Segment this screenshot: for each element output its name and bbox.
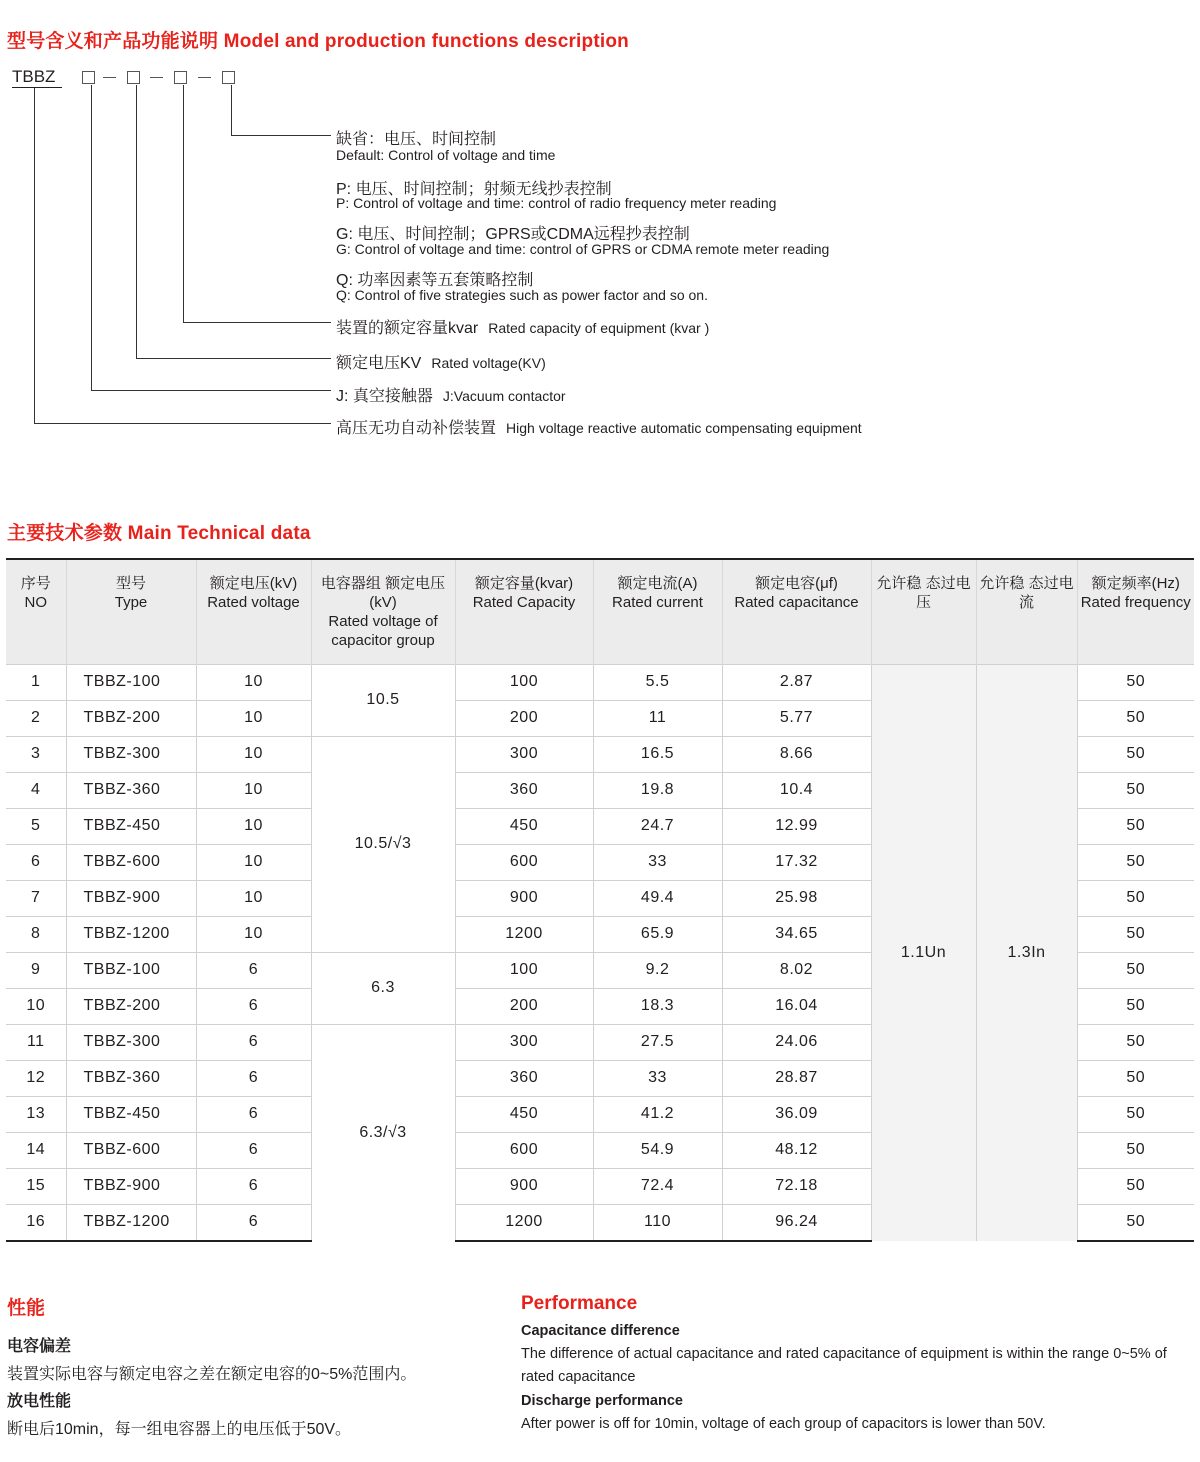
cell-current: 16.5 [593,736,722,772]
cell-current: 33 [593,1060,722,1096]
cell-voltage: 6 [196,1132,311,1168]
cell-current: 54.9 [593,1132,722,1168]
cell-current: 27.5 [593,1024,722,1060]
cell-capacity: 600 [455,1132,593,1168]
cell-type: TBBZ-900 [66,880,196,916]
desc-capacity-zh: 装置的额定容量kvar [336,320,479,337]
desc-capacity [336,315,709,338]
table-row [6,664,1194,700]
cell-voltage: 6 [196,1204,311,1241]
desc-default-zh: 缺省：电压、时间控制 [336,131,497,148]
header-rated-voltage: 额定电压(kV) Rated voltage [196,559,311,664]
desc-voltage [336,350,546,373]
cell-capacitance: 96.24 [722,1204,871,1241]
cell-frequency: 50 [1077,1096,1194,1132]
cell-no: 15 [6,1168,66,1204]
table-body [6,664,1194,1241]
desc-p-zh: P: 电压、时间控制；射频无线抄表控制 [336,181,612,198]
cell-frequency: 50 [1077,916,1194,952]
cell-frequency: 50 [1077,988,1194,1024]
cell-current: 24.7 [593,808,722,844]
cell-frequency: 50 [1077,664,1194,700]
cell-capacity: 1200 [455,916,593,952]
cell-no: 8 [6,916,66,952]
cell-capacitance: 25.98 [722,880,871,916]
model-dash-1 [103,77,116,78]
cell-capacitance: 28.87 [722,1060,871,1096]
cell-current: 11 [593,700,722,736]
cell-voltage: 10 [196,844,311,880]
cell-type: TBBZ-100 [66,952,196,988]
cell-capacity: 360 [455,772,593,808]
perf-en-cap-diff-title: Capacitance difference [521,1323,680,1339]
cell-capacitor-voltage: 10.5 [311,664,455,736]
cell-no: 16 [6,1204,66,1241]
cell-no: 12 [6,1060,66,1096]
cell-no: 11 [6,1024,66,1060]
cell-voltage: 10 [196,736,311,772]
cell-type: TBBZ-360 [66,1060,196,1096]
header-overvoltage: 允许稳 态过电压 [871,559,976,664]
cell-frequency: 50 [1077,1132,1194,1168]
cell-frequency: 50 [1077,844,1194,880]
model-box-1 [82,71,95,84]
cell-voltage: 10 [196,664,311,700]
bracket-line-4-h [231,135,331,136]
model-box-4 [222,71,235,84]
cell-capacitance: 17.32 [722,844,871,880]
cell-capacitance: 72.18 [722,1168,871,1204]
performance-zh-title: 性能 [7,1298,46,1319]
cell-capacitance: 5.77 [722,700,871,736]
cell-type: TBBZ-600 [66,1132,196,1168]
table-header-row [6,559,1194,664]
desc-equipment-en: High voltage reactive automatic compensating equipment [506,420,862,436]
desc-equipment-zh: 高压无功自动补偿装置 [336,420,497,437]
cell-type: TBBZ-200 [66,988,196,1024]
cell-capacity: 900 [455,1168,593,1204]
cell-capacity: 900 [455,880,593,916]
performance-en-title: Performance [521,1293,638,1314]
cell-voltage: 6 [196,1096,311,1132]
cell-capacitance: 36.09 [722,1096,871,1132]
cell-no: 7 [6,880,66,916]
cell-capacity: 200 [455,700,593,736]
cell-capacitance: 2.87 [722,664,871,700]
desc-equipment [336,415,862,438]
cell-voltage: 6 [196,988,311,1024]
cell-type: TBBZ-450 [66,1096,196,1132]
cell-capacitance: 24.06 [722,1024,871,1060]
model-box-2 [127,71,140,84]
header-rated-capacity: 额定容量(kvar) Rated Capacity [455,559,593,664]
cell-type: TBBZ-100 [66,664,196,700]
cell-current: 41.2 [593,1096,722,1132]
header-rated-current: 额定电流(A) Rated current [593,559,722,664]
cell-capacitor-voltage: 10.5/√3 [311,736,455,952]
bracket-line-3-v [183,85,184,322]
cell-capacity: 100 [455,952,593,988]
cell-capacity: 100 [455,664,593,700]
model-section-title: 型号含义和产品功能说明 Model and production functions description [7,31,629,52]
bracket-line-3-h [183,322,331,323]
cell-frequency: 50 [1077,808,1194,844]
cell-current: 110 [593,1204,722,1241]
cell-current: 18.3 [593,988,722,1024]
perf-en-cap-diff-text: The difference of actual capacitance and rated capacitance of equipment is within the range 0~5% of rated capacitance [521,1346,1167,1385]
desc-default-en: Default: Control of voltage and time [336,147,556,163]
bracket-line-1-v [91,85,92,390]
model-dash-2 [150,77,163,78]
tech-section-title: 主要技术参数 Main Technical data [7,523,311,544]
cell-type: TBBZ-1200 [66,916,196,952]
cell-capacitance: 10.4 [722,772,871,808]
cell-overvoltage: 1.1Un [871,664,976,1241]
cell-voltage: 10 [196,700,311,736]
cell-no: 5 [6,808,66,844]
cell-type: TBBZ-300 [66,1024,196,1060]
cell-capacitance: 12.99 [722,808,871,844]
model-dash-3 [198,77,211,78]
cell-no: 4 [6,772,66,808]
header-no: 序号 NO [6,559,66,664]
cell-capacitance: 48.12 [722,1132,871,1168]
cell-frequency: 50 [1077,700,1194,736]
header-capacitor-voltage: 电容器组 额定电压(kV) Rated voltage of capacitor group [311,559,455,664]
cell-frequency: 50 [1077,1024,1194,1060]
cell-current: 9.2 [593,952,722,988]
cell-type: TBBZ-450 [66,808,196,844]
desc-contactor-zh: J: 真空接触器 [336,388,433,405]
desc-q-zh: Q: 功率因素等五套策略控制 [336,272,534,289]
cell-capacitance: 16.04 [722,988,871,1024]
cell-capacity: 1200 [455,1204,593,1241]
model-code: TBBZ [12,67,56,86]
cell-voltage: 6 [196,1168,311,1204]
bracket-line-2-v [136,85,137,358]
header-overcurrent: 允许稳 态过电流 [976,559,1077,664]
cell-frequency: 50 [1077,1168,1194,1204]
bracket-line-2-h [136,358,331,359]
cell-no: 9 [6,952,66,988]
cell-voltage: 6 [196,1060,311,1096]
cell-frequency: 50 [1077,880,1194,916]
cell-no: 10 [6,988,66,1024]
cell-frequency: 50 [1077,736,1194,772]
cell-frequency: 50 [1077,1060,1194,1096]
cell-type: TBBZ-600 [66,844,196,880]
cell-capacity: 360 [455,1060,593,1096]
desc-g-en: G: Control of voltage and time: control of GPRS or CDMA remote meter reading [336,241,830,257]
cell-current: 72.4 [593,1168,722,1204]
perf-en-discharge-text: After power is off for 10min, voltage of each group of capacitors is lower than 50V. [521,1416,1046,1432]
cell-capacity: 450 [455,1096,593,1132]
header-frequency: 额定频率(Hz) Rated frequency [1077,559,1194,664]
cell-current: 19.8 [593,772,722,808]
desc-capacity-en: Rated capacity of equipment (kvar ) [488,320,710,336]
cell-type: TBBZ-900 [66,1168,196,1204]
desc-contactor [336,383,566,406]
cell-capacity: 600 [455,844,593,880]
model-code-underline [12,87,62,88]
perf-zh-discharge-title: 放电性能 [7,1393,72,1410]
desc-p-en: P: Control of voltage and time: control of radio frequency meter reading [336,195,777,211]
bracket-line-0-h [34,423,331,424]
cell-capacitance: 8.66 [722,736,871,772]
header-rated-capacitance: 额定电容(μf) Rated capacitance [722,559,871,664]
cell-current: 65.9 [593,916,722,952]
perf-zh-discharge-text: 断电后10min，每一组电容器上的电压低于50V。 [7,1421,352,1438]
desc-voltage-zh: 额定电压KV [336,355,422,372]
cell-frequency: 50 [1077,1204,1194,1241]
cell-no: 13 [6,1096,66,1132]
cell-type: TBBZ-200 [66,700,196,736]
tech-data-table [6,558,1194,1242]
cell-capacity: 450 [455,808,593,844]
cell-type: TBBZ-360 [66,772,196,808]
cell-voltage: 6 [196,952,311,988]
cell-voltage: 6 [196,1024,311,1060]
cell-capacity: 300 [455,1024,593,1060]
cell-voltage: 10 [196,880,311,916]
desc-contactor-en: J:Vacuum contactor [442,388,566,404]
cell-voltage: 10 [196,772,311,808]
cell-current: 49.4 [593,880,722,916]
bracket-line-4-v [231,85,232,135]
bracket-line-1-h [91,390,331,391]
perf-zh-cap-diff-title: 电容偏差 [7,1338,72,1355]
cell-type: TBBZ-300 [66,736,196,772]
cell-frequency: 50 [1077,772,1194,808]
cell-capacitance: 34.65 [722,916,871,952]
cell-no: 1 [6,664,66,700]
desc-g-zh: G: 电压、时间控制；GPRS或CDMA远程抄表控制 [336,226,690,243]
cell-current: 5.5 [593,664,722,700]
cell-no: 2 [6,700,66,736]
bracket-line-0-v [34,88,35,423]
cell-no: 14 [6,1132,66,1168]
cell-no: 6 [6,844,66,880]
perf-en-discharge-title: Discharge performance [521,1393,683,1409]
perf-zh-cap-diff-text: 装置实际电容与额定电容之差在额定电容的0~5%范围内。 [7,1366,417,1383]
cell-capacitance: 8.02 [722,952,871,988]
cell-capacitor-voltage: 6.3/√3 [311,1024,455,1241]
cell-capacitor-voltage: 6.3 [311,952,455,1024]
cell-voltage: 10 [196,916,311,952]
desc-voltage-en: Rated voltage(KV) [431,355,546,371]
cell-capacity: 300 [455,736,593,772]
cell-no: 3 [6,736,66,772]
cell-type: TBBZ-1200 [66,1204,196,1241]
cell-overcurrent: 1.3In [976,664,1077,1241]
cell-capacity: 200 [455,988,593,1024]
model-box-3 [174,71,187,84]
cell-voltage: 10 [196,808,311,844]
desc-q-en: Q: Control of five strategies such as power factor and so on. [336,287,708,303]
header-type: 型号 Type [66,559,196,664]
cell-current: 33 [593,844,722,880]
cell-frequency: 50 [1077,952,1194,988]
